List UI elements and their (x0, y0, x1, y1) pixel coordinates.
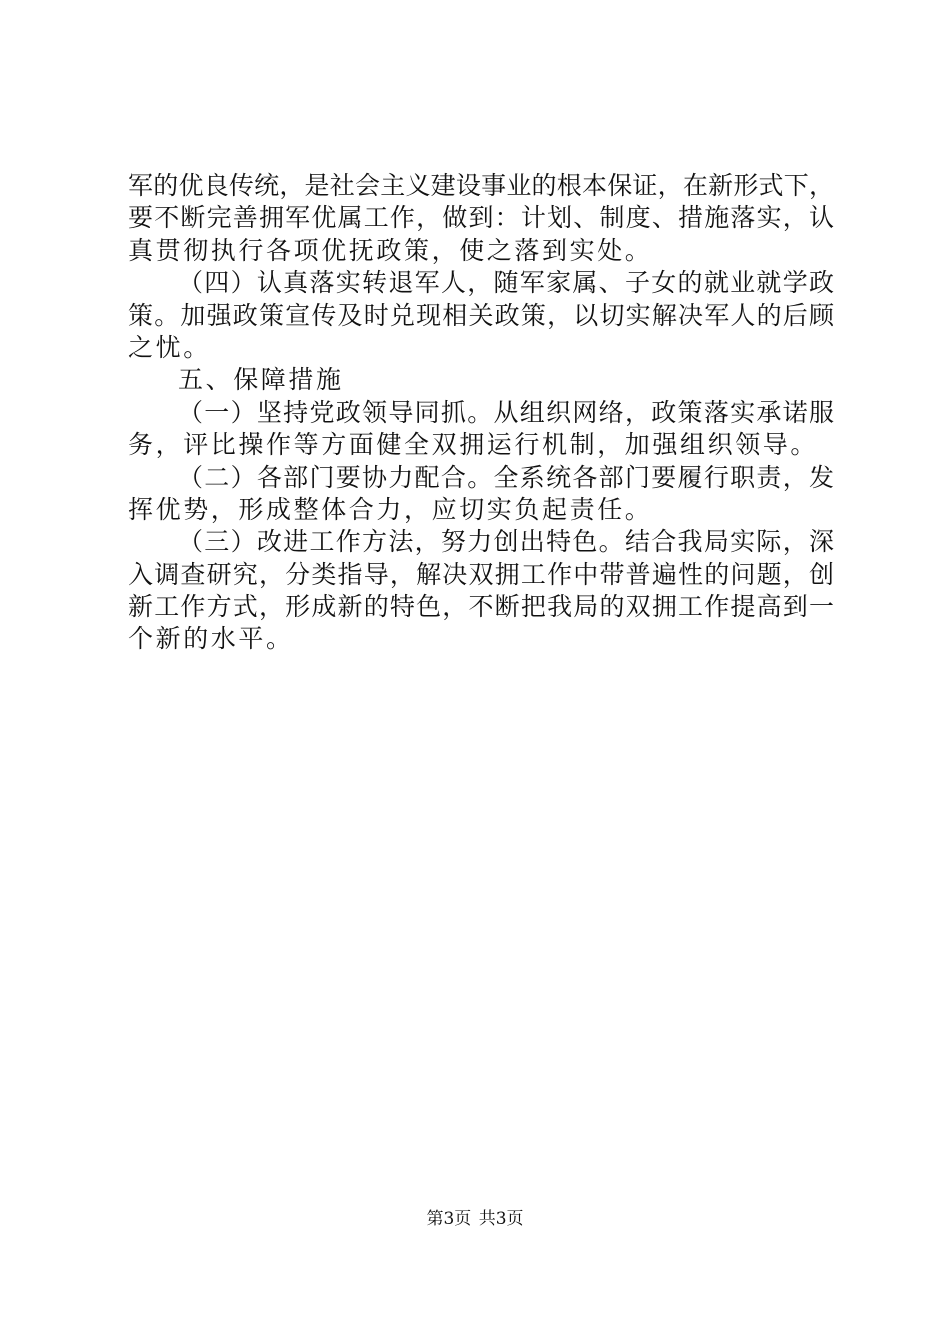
page-total: 共3页 (478, 1209, 524, 1229)
paragraph-line: 个新的水平。 (128, 624, 294, 654)
paragraph-line: （四）认真落实转退军人，随军家属、子女的就业就学政 (178, 268, 834, 298)
paragraph-line: 入调查研究，分类指导，解决双拥工作中带普遍性的问题，创 (128, 559, 834, 589)
page-footer (0, 1208, 950, 1230)
paragraph-line: 务，评比操作等方面健全双拥运行机制，加强组织领导。 (128, 430, 819, 460)
document-body (128, 170, 834, 656)
paragraph-line: （三）改进工作方法，努力创出特色。结合我局实际，深 (178, 527, 834, 557)
paragraph-line: 要不断完善拥军优属工作，做到：计划、制度、措施落实，认 (128, 203, 834, 233)
paragraph-line: 军的优良传统，是社会主义建设事业的根本保证，在新形式下， (128, 171, 834, 200)
paragraph-line: （二）各部门要协力配合。全系统各部门要履行职责，发 (178, 462, 834, 492)
paragraph-line: 之忧。 (128, 332, 211, 362)
section-heading: 五、保障措施 (178, 365, 344, 395)
paragraph-line: 真贯彻执行各项优抚政策，使之落到实处。 (128, 235, 653, 265)
page-number: 第3页 (426, 1209, 472, 1229)
paragraph-line: 策。加强政策宣传及时兑现相关政策，以切实解决军人的后顾 (128, 300, 834, 330)
paragraph-line: （一）坚持党政领导同抓。从组织网络，政策落实承诺服 (178, 397, 834, 427)
paragraph-line: 挥优势，形成整体合力，应切实负起责任。 (128, 494, 653, 524)
paragraph-line: 新工作方式，形成新的特色，不断把我局的双拥工作提高到一 (128, 592, 834, 622)
